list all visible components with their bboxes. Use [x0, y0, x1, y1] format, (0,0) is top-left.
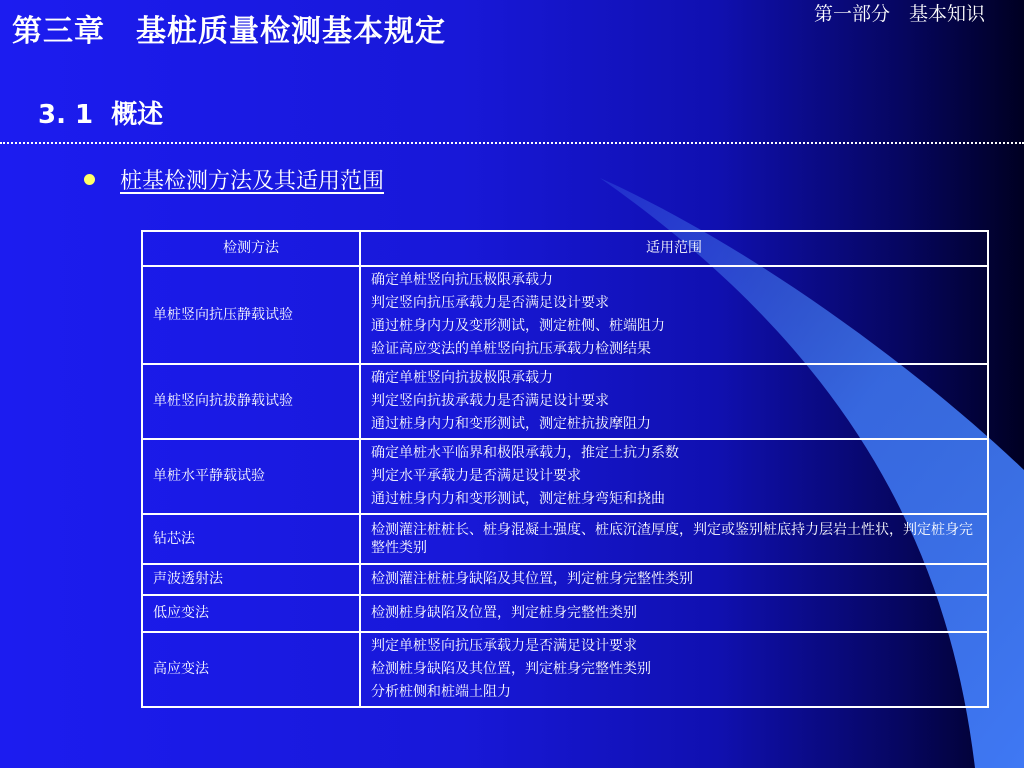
scope-line: 通过桩身内力及变形测试，测定桩侧、桩端阻力 — [371, 318, 665, 334]
method-cell: 单桩竖向抗压静载试验 — [142, 266, 360, 364]
method-cell: 高应变法 — [142, 632, 360, 707]
scope-cell — [360, 439, 988, 514]
scope-line: 判定单桩竖向抗压承载力是否满足设计要求 — [371, 638, 637, 654]
method-cell: 钻芯法 — [142, 514, 360, 564]
method-cell: 低应变法 — [142, 595, 360, 632]
scope-line: 检测桩身缺陷及其位置，判定桩身完整性类别 — [371, 661, 651, 677]
scope-line: 确定单桩竖向抗拔极限承载力 — [371, 370, 553, 386]
scope-line: 通过桩身内力和变形测试，测定桩身弯矩和挠曲 — [371, 491, 665, 507]
chapter-title: 第三章 基桩质量检测基本规定 — [12, 14, 446, 49]
scope-cell — [360, 564, 988, 595]
method-cell: 单桩竖向抗拔静载试验 — [142, 364, 360, 439]
scope-cell — [360, 364, 988, 439]
section-title: 3. 1 概述 — [38, 100, 164, 130]
table-row — [142, 632, 988, 707]
bullet-dot-icon — [84, 174, 95, 185]
header-scope: 适用范围 — [360, 231, 988, 266]
divider — [0, 142, 1024, 144]
scope-line: 判定水平承载力是否满足设计要求 — [371, 468, 581, 484]
table-row — [142, 595, 988, 632]
table-row — [142, 364, 988, 439]
scope-line: 检测桩身缺陷及位置，判定桩身完整性类别 — [371, 605, 637, 621]
table-row — [142, 514, 988, 564]
scope-line: 判定竖向抗拔承载力是否满足设计要求 — [371, 393, 609, 409]
scope-line: 分析桩侧和桩端土阻力 — [371, 684, 511, 700]
scope-line: 检测灌注桩桩长、桩身混凝土强度、桩底沉渣厚度，判定或鉴别桩底持力层岩土性状，判定桩身完整性类别 — [371, 522, 973, 556]
methods-table — [141, 230, 989, 708]
table-row — [142, 564, 988, 595]
scope-cell — [360, 266, 988, 364]
table-row — [142, 266, 988, 364]
scope-line: 验证高应变法的单桩竖向抗压承载力检测结果 — [371, 341, 651, 357]
scope-cell — [360, 632, 988, 707]
scope-line: 确定单桩竖向抗压极限承载力 — [371, 272, 553, 288]
method-cell: 单桩水平静载试验 — [142, 439, 360, 514]
header-method: 检测方法 — [142, 231, 360, 266]
scope-line: 确定单桩水平临界和极限承载力，推定土抗力系数 — [371, 445, 679, 461]
table-row — [142, 439, 988, 514]
scope-cell — [360, 595, 988, 632]
table-header-row — [142, 231, 988, 266]
scope-line: 通过桩身内力和变形测试，测定桩抗拔摩阻力 — [371, 416, 651, 432]
part-label: 第一部分 基本知识 — [814, 3, 986, 25]
bullet-heading: 桩基检测方法及其适用范围 — [120, 169, 385, 194]
scope-cell — [360, 514, 988, 564]
scope-line: 检测灌注桩桩身缺陷及其位置，判定桩身完整性类别 — [371, 571, 693, 587]
scope-line: 判定竖向抗压承载力是否满足设计要求 — [371, 295, 609, 311]
method-cell: 声波透射法 — [142, 564, 360, 595]
